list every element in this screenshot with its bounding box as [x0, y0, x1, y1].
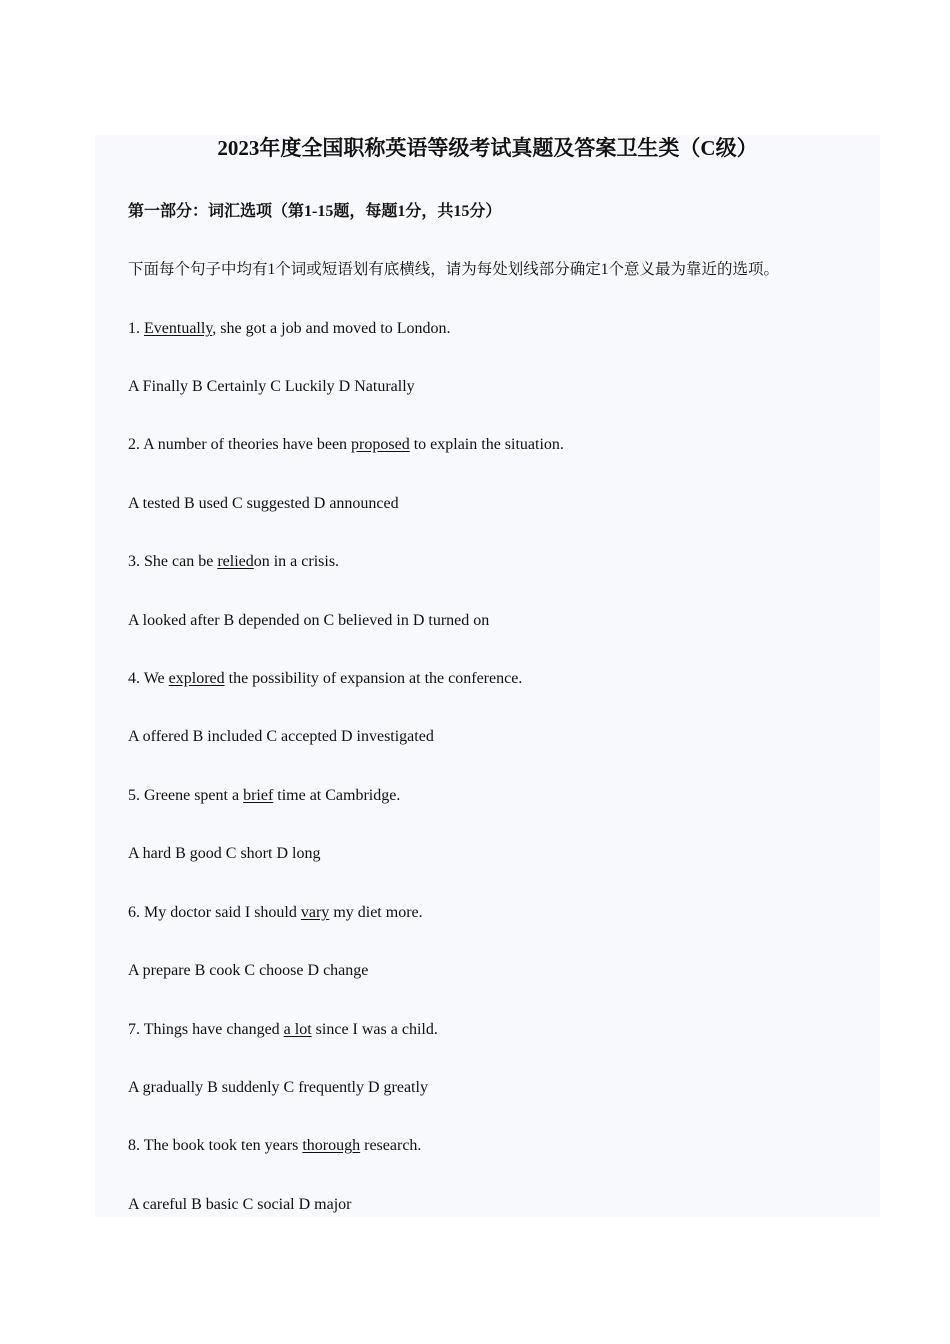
question-5-options: A hard B good C short D long — [128, 845, 321, 862]
question-3-options: A looked after B depended on C believed in D turned on — [128, 612, 490, 629]
question-8-stem-after: research. — [360, 1137, 422, 1154]
question-2-stem-after: to explain the situation. — [409, 436, 564, 453]
question-3-underlined-term: relied — [217, 553, 254, 570]
question-3-stem — [128, 551, 339, 573]
question-8-underlined-term: thorough — [302, 1137, 361, 1154]
question-2-stem-before: 2. A number of theories have been — [128, 436, 352, 453]
question-5-stem-after: time at Cambridge. — [273, 787, 401, 804]
question-1-underlined-term: Eventually — [144, 320, 213, 337]
instruction-text: 下面每个句子中均有1个词或短语划有底横线，请为每处划线部分确定1个意义最为靠近的选项。 — [128, 261, 780, 278]
question-8-stem-before: 8. The book took ten years — [128, 1137, 303, 1154]
question-5-underlined-term: brief — [243, 787, 274, 804]
question-7-options: A gradually B suddenly C frequently D greatly — [128, 1079, 428, 1096]
question-6-stem-before: 6. My doctor said I should — [128, 904, 301, 921]
question-4-underlined-term: explored — [168, 670, 225, 687]
question-1-stem-after: , she got a job and moved to London. — [212, 320, 451, 337]
question-7-underlined-term: a lot — [283, 1021, 312, 1038]
question-1-options: A Finally B Certainly C Luckily D Naturally — [128, 378, 415, 395]
question-2-stem — [128, 434, 564, 456]
document-title: 2023年度全国职称英语等级考试真题及答案卫生类（C级） — [217, 136, 758, 160]
question-8-stem — [128, 1135, 421, 1157]
question-5-stem-before: 5. Greene spent a — [128, 787, 244, 804]
question-6-underlined-term: vary — [300, 904, 330, 921]
question-7-stem-before: 7. Things have changed — [128, 1021, 284, 1038]
question-6-stem-after: my diet more. — [329, 904, 423, 921]
question-6-stem — [128, 902, 423, 924]
question-4-options: A offered B included C accepted D investigated — [128, 728, 434, 745]
question-4-stem-after: the possibility of expansion at the conference. — [224, 670, 523, 687]
question-1-stem-before: 1. — [128, 320, 144, 337]
question-3-stem-after: on in a crisis. — [253, 553, 340, 570]
question-5-stem — [128, 785, 400, 807]
question-7-stem-after: since I was a child. — [311, 1021, 438, 1038]
question-3-stem-before: 3. She can be — [128, 553, 218, 570]
question-2-options: A tested B used C suggested D announced — [128, 495, 399, 512]
question-6-options: A prepare B cook C choose D change — [128, 962, 369, 979]
question-7-stem — [128, 1019, 438, 1041]
question-4-stem-before: 4. We — [128, 670, 169, 687]
question-8-options: A careful B basic C social D major — [128, 1196, 352, 1213]
question-1-stem — [128, 318, 450, 340]
question-4-stem — [128, 668, 522, 690]
question-2-underlined-term: proposed — [351, 436, 410, 453]
section-heading: 第一部分：词汇选项（第1-15题，每题1分，共15分） — [128, 203, 502, 220]
